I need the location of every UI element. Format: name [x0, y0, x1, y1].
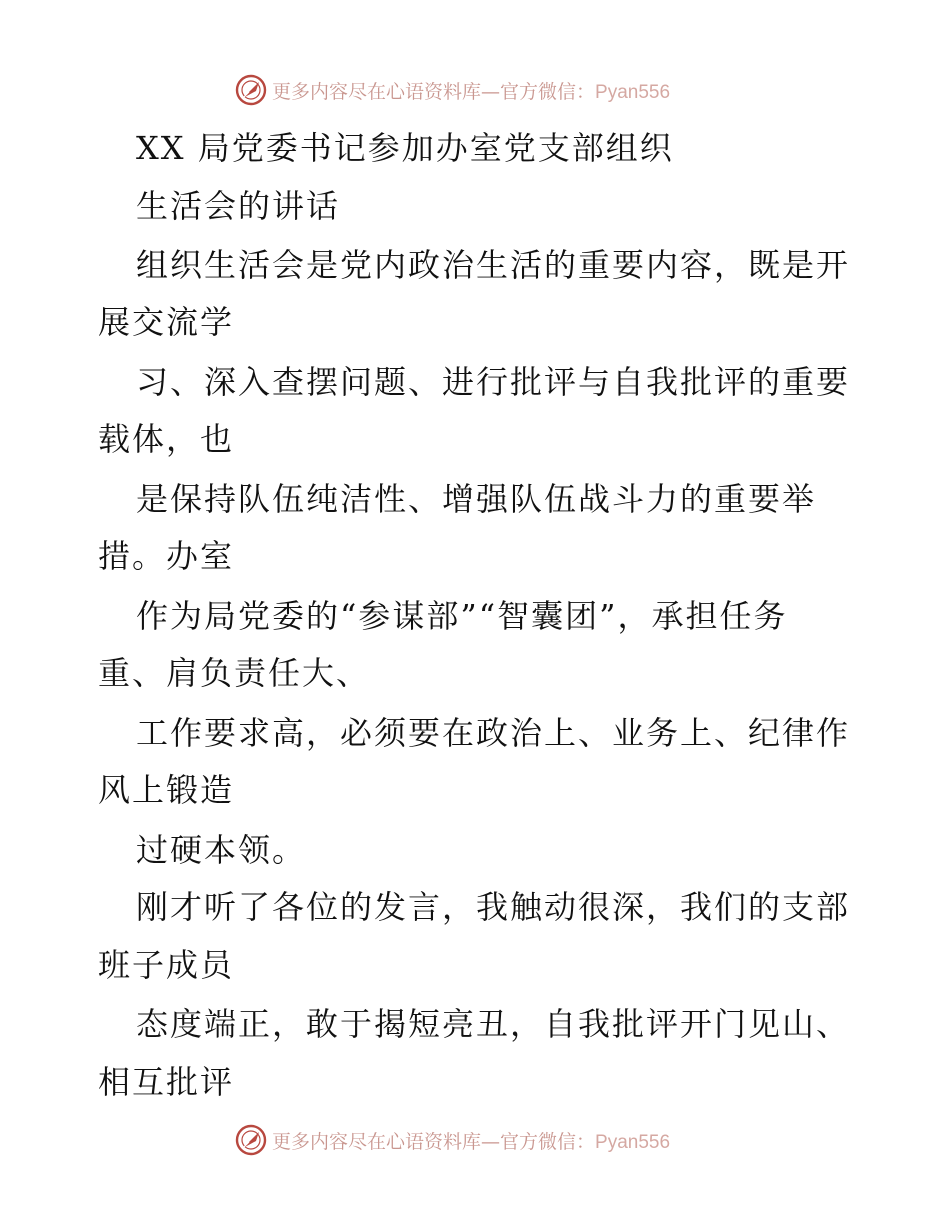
paragraph-line: 是保持队伍纯洁性、增强队伍战斗力的重要举 — [136, 480, 817, 518]
paragraph-line: 风上锻造 — [98, 771, 235, 809]
paragraph-line: 工作要求高，必须要在政治上、业务上、纪律作 — [136, 714, 851, 752]
document-title-line-2: 生活会的讲话 — [136, 187, 341, 225]
quill-logo-icon — [234, 1123, 268, 1157]
paragraph-line: 重、肩负责任大、 — [98, 654, 371, 692]
paragraph-line: 措。办室 — [98, 537, 235, 575]
quill-logo-icon — [234, 73, 268, 107]
paragraph-line: 作为局党委的“参谋部”“智囊团”，承担任务 — [136, 597, 788, 635]
watermark-header — [234, 72, 670, 108]
document-title-line-1: XX 局党委书记参加办室党支部组织 — [136, 129, 674, 167]
paragraph-line: 习、深入查摆问题、进行批评与自我批评的重要 — [136, 363, 851, 401]
paragraph-line: 组织生活会是党内政治生活的重要内容，既是开 — [136, 246, 851, 284]
paragraph-line: 相互批评 — [98, 1063, 235, 1101]
paragraph-line: 过硬本领。 — [136, 831, 307, 869]
watermark-text: 更多内容尽在心语资料库—官方微信：Pyan556 — [272, 80, 671, 103]
paragraph-line: 态度端正，敢于揭短亮丑，自我批评开门见山、 — [136, 1005, 851, 1043]
paragraph-line: 刚才听了各位的发言，我触动很深，我们的支部 — [136, 888, 851, 926]
watermark-footer — [234, 1122, 670, 1158]
paragraph-line: 载体，也 — [98, 420, 235, 458]
paragraph-line: 班子成员 — [98, 946, 235, 984]
paragraph-line: 展交流学 — [98, 303, 235, 341]
watermark-text: 更多内容尽在心语资料库—官方微信：Pyan556 — [272, 1130, 671, 1153]
